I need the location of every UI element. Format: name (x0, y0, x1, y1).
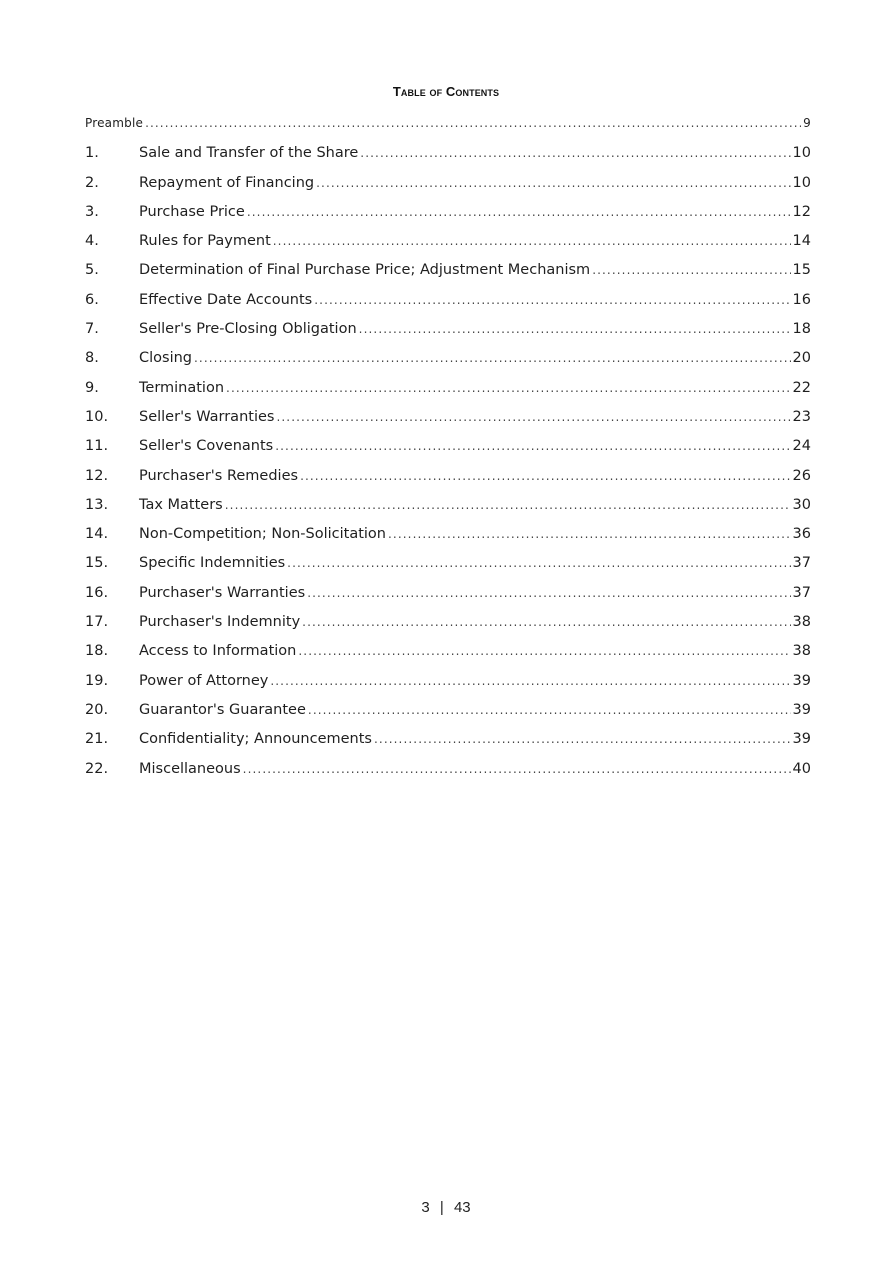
toc-entry[interactable] (85, 731, 811, 760)
dot-leader (287, 556, 790, 570)
toc-entry[interactable] (85, 468, 811, 497)
toc-entry-page: 39 (792, 731, 811, 748)
toc-entry-number: 5. (85, 262, 99, 279)
toc-entry[interactable] (85, 497, 811, 526)
toc-entry-label: Power of Attorney (139, 672, 269, 689)
toc-entry-preamble[interactable] (85, 116, 811, 145)
dot-leader (243, 762, 791, 776)
dot-leader (226, 381, 791, 395)
toc-entry-page: 39 (792, 701, 811, 718)
toc-entry-page: 23 (792, 408, 811, 425)
toc-entry-number: 9. (85, 379, 99, 396)
dot-leader (276, 410, 790, 424)
toc-entry-number: 18. (85, 643, 109, 660)
toc-entry-label: Sale and Transfer of the Share (139, 145, 359, 162)
dot-leader (298, 644, 790, 658)
toc-entry[interactable] (85, 262, 811, 291)
toc-entry-label: Effective Date Accounts (139, 291, 313, 308)
dot-leader (388, 527, 791, 541)
toc-entry-page: 36 (792, 526, 811, 543)
dot-leader (374, 732, 791, 746)
toc-entry-number: 7. (85, 321, 99, 338)
toc-entry-number: 4. (85, 233, 99, 250)
toc-entry-page: 9 (803, 116, 811, 130)
toc-entry-label: Closing (139, 350, 193, 367)
toc-entry-label: Seller's Covenants (139, 438, 274, 455)
toc-entry-label: Rules for Payment (139, 233, 271, 250)
page-title: Table of Contents (392, 84, 500, 99)
toc-entry[interactable] (85, 145, 811, 174)
toc-entry-page: 38 (792, 643, 811, 660)
toc-entry-label: Preamble (85, 116, 144, 130)
toc-entry[interactable] (85, 380, 811, 409)
dot-leader (194, 351, 791, 365)
dot-leader (302, 615, 790, 629)
dot-leader (359, 322, 791, 336)
toc-entry-number: 8. (85, 350, 99, 367)
toc-entry-number: 14. (85, 526, 109, 543)
toc-entry[interactable] (85, 438, 811, 467)
toc-entry-page: 18 (792, 321, 811, 338)
toc-entry-label: Purchaser's Remedies (139, 467, 299, 484)
toc-entry-page: 39 (792, 672, 811, 689)
dot-leader (273, 234, 791, 248)
toc-entry-number: 17. (85, 614, 109, 631)
dot-leader (270, 674, 790, 688)
toc-entry[interactable] (85, 409, 811, 438)
toc-entry-page: 37 (792, 555, 811, 572)
toc-entry-label: Repayment of Financing (139, 174, 315, 191)
toc-entry-number: 16. (85, 584, 109, 601)
toc-entry-number: 6. (85, 291, 99, 308)
toc-entry-page: 10 (792, 145, 811, 162)
toc-entry-label: Guarantor's Guarantee (139, 701, 306, 718)
toc-entry[interactable] (85, 175, 811, 204)
toc-entry[interactable] (85, 673, 811, 702)
toc-entry-label: Tax Matters (139, 496, 223, 513)
dot-leader (275, 439, 790, 453)
dot-leader (307, 586, 790, 600)
toc-entry-number: 11. (85, 438, 109, 455)
toc-entry-label: Purchase Price (139, 203, 245, 220)
toc-entry-page: 16 (792, 291, 811, 308)
toc-entry[interactable] (85, 702, 811, 731)
toc-entry-page: 22 (792, 379, 811, 396)
toc-entry[interactable] (85, 350, 811, 379)
toc-entry-label: Non-Competition; Non-Solicitation (139, 526, 386, 543)
toc-entry-number: 15. (85, 555, 109, 572)
toc-entry[interactable] (85, 614, 811, 643)
page-footer (0, 1199, 892, 1216)
dot-leader (300, 469, 790, 483)
toc-entry-label: Miscellaneous (139, 760, 241, 777)
toc-entry[interactable] (85, 585, 811, 614)
toc-entry-label: Specific Indemnities (139, 555, 286, 572)
toc-entry[interactable] (85, 643, 811, 672)
toc-entry-page: 14 (792, 233, 811, 250)
toc-entry[interactable] (85, 526, 811, 555)
dot-leader (308, 703, 791, 717)
dot-leader (247, 205, 791, 219)
toc-entry-label: Confidentiality; Announcements (139, 731, 372, 748)
toc-entry-label: Access to Information (139, 643, 297, 660)
dot-leader (225, 498, 791, 512)
dot-leader (145, 116, 801, 130)
toc-entry-label: Termination (139, 379, 225, 396)
toc-entry-number: 1. (85, 145, 99, 162)
table-of-contents (85, 116, 811, 790)
toc-entry-label: Seller's Warranties (139, 408, 275, 425)
page-number: 3 (421, 1199, 430, 1216)
toc-entry[interactable] (85, 292, 811, 321)
toc-entry-page: 12 (792, 203, 811, 220)
toc-entry-page: 40 (792, 760, 811, 777)
toc-entry-page: 38 (792, 614, 811, 631)
toc-entry-page: 20 (792, 350, 811, 367)
toc-entry[interactable] (85, 233, 811, 262)
toc-entry-label: Purchaser's Warranties (139, 584, 306, 601)
toc-entry-page: 26 (792, 467, 811, 484)
toc-entry[interactable] (85, 555, 811, 584)
dot-leader (360, 146, 790, 160)
toc-entry-number: 20. (85, 701, 109, 718)
toc-entry-number: 13. (85, 496, 109, 513)
page-separator: | (439, 1199, 444, 1216)
toc-entry-page: 30 (792, 496, 811, 513)
toc-entry[interactable] (85, 204, 811, 233)
toc-entry-label: Purchaser's Indemnity (139, 614, 301, 631)
toc-entry-number: 12. (85, 467, 109, 484)
toc-entry-number: 3. (85, 203, 99, 220)
toc-entry[interactable] (85, 761, 811, 790)
toc-entry-number: 10. (85, 408, 109, 425)
toc-entry-number: 21. (85, 731, 109, 748)
dot-leader (316, 176, 790, 190)
dot-leader (592, 263, 790, 277)
dot-leader (314, 293, 790, 307)
toc-entry-page: 10 (792, 174, 811, 191)
toc-entry-page: 15 (792, 262, 811, 279)
toc-entry-page: 37 (792, 584, 811, 601)
toc-entry-number: 2. (85, 174, 99, 191)
toc-entry-number: 22. (85, 760, 109, 777)
toc-entry-page: 24 (792, 438, 811, 455)
toc-entry-label: Seller's Pre-Closing Obligation (139, 321, 357, 338)
toc-entry[interactable] (85, 321, 811, 350)
total-pages: 43 (453, 1199, 471, 1216)
toc-entry-number: 19. (85, 672, 109, 689)
toc-entries (85, 145, 811, 790)
toc-entry-label: Determination of Final Purchase Price; Adjustment Mechanism (139, 262, 591, 279)
